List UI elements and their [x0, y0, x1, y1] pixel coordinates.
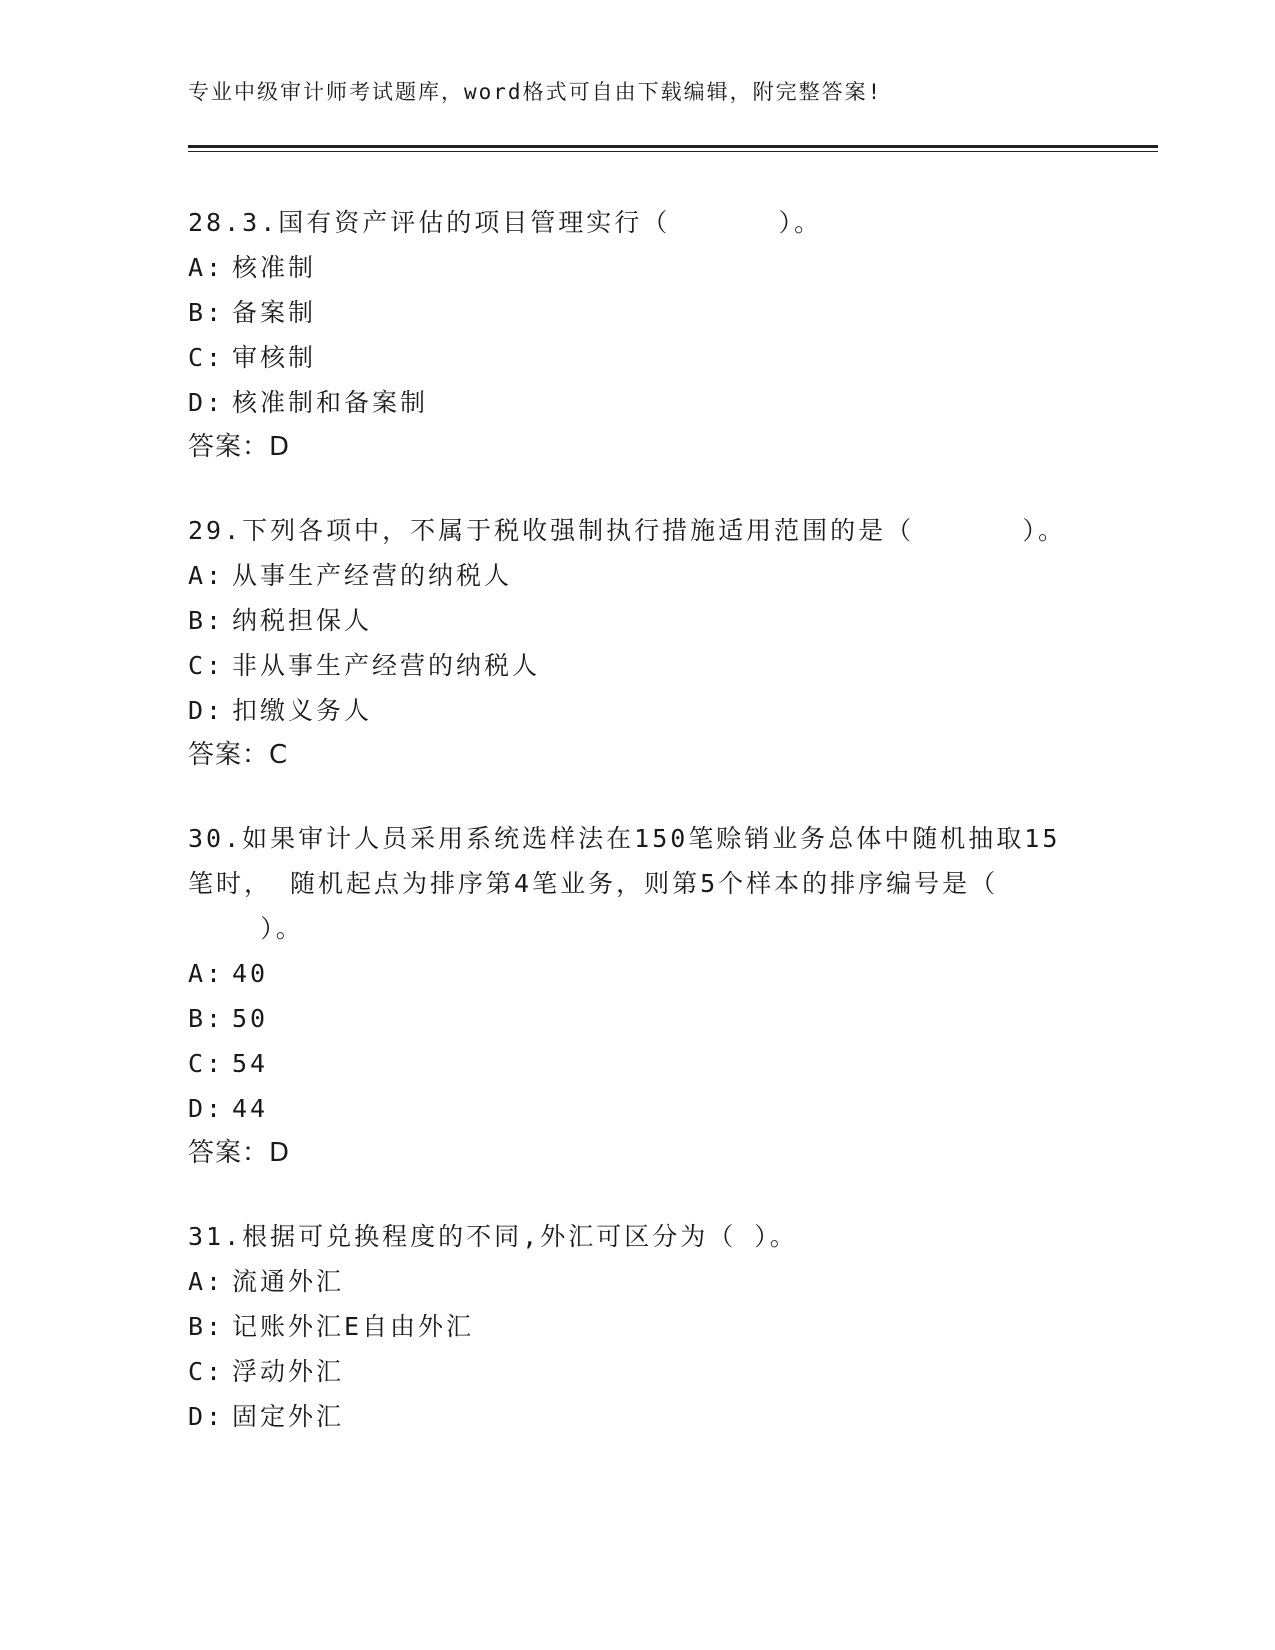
- option-b: [188, 598, 1098, 643]
- option-letter: A:: [188, 959, 225, 988]
- option-a: [188, 1259, 1098, 1304]
- option-text: 纳税担保人: [232, 606, 373, 635]
- option-text: 扣缴义务人: [232, 696, 373, 725]
- option-a: [188, 951, 1098, 996]
- option-text: 核准制和备案制: [232, 388, 429, 417]
- option-b: [188, 1304, 1098, 1349]
- option-letter: B:: [188, 298, 225, 327]
- option-text: 浮动外汇: [232, 1357, 345, 1386]
- option-b: [188, 996, 1098, 1041]
- question-stem-line: 30.如果审计人员采用系统选样法在150笔赊销业务总体中随机抽取15: [188, 824, 1061, 853]
- option-d: [188, 688, 1098, 733]
- option-letter: B:: [188, 606, 225, 635]
- option-letter: C:: [188, 1049, 225, 1078]
- question-31: [188, 1214, 1098, 1439]
- option-letter: C:: [188, 343, 225, 372]
- option-text: 审核制: [232, 343, 317, 372]
- option-a: [188, 245, 1098, 290]
- option-d: [188, 1086, 1098, 1131]
- option-text: 记账外汇E自由外汇: [232, 1312, 475, 1341]
- question-stem: 31.根据可兑换程度的不同,外汇可区分为（ ）。: [188, 1222, 798, 1251]
- option-letter: B:: [188, 1004, 225, 1033]
- option-letter: A:: [188, 1267, 225, 1296]
- option-text: 备案制: [232, 298, 317, 327]
- option-d: [188, 380, 1098, 425]
- question-list: [188, 200, 1098, 1477]
- question-28: [188, 200, 1098, 470]
- option-letter: A:: [188, 253, 225, 282]
- option-d: [188, 1394, 1098, 1439]
- option-text: 40: [232, 959, 269, 988]
- option-c: [188, 1349, 1098, 1394]
- header-divider: [188, 145, 1158, 152]
- option-letter: D:: [188, 696, 225, 725]
- option-text: 54: [232, 1049, 269, 1078]
- answer-line: 答案：D: [188, 432, 291, 462]
- option-letter: C:: [188, 651, 225, 680]
- option-text: 从事生产经营的纳税人: [232, 561, 513, 590]
- option-letter: D:: [188, 388, 225, 417]
- answer-line: 答案：D: [188, 1138, 291, 1168]
- answer-line: 答案：C: [188, 740, 289, 770]
- question-stem: 29.下列各项中，不属于税收强制执行措施适用范围的是（ ）。: [188, 516, 1066, 545]
- option-text: 50: [232, 1004, 269, 1033]
- option-c: [188, 335, 1098, 380]
- option-text: 非从事生产经营的纳税人: [232, 651, 541, 680]
- question-stem-line: ）。: [188, 914, 304, 943]
- question-30: [188, 816, 1098, 1176]
- option-text: 流通外汇: [232, 1267, 345, 1296]
- option-text: 固定外汇: [232, 1402, 345, 1431]
- question-stem-line: 笔时， 随机起点为排序第4笔业务，则第5个样本的排序编号是（: [188, 869, 999, 898]
- question-29: [188, 508, 1098, 778]
- page-header: 专业中级审计师考试题库，word格式可自由下载编辑，附完整答案!: [188, 80, 883, 104]
- option-letter: A:: [188, 561, 225, 590]
- option-c: [188, 1041, 1098, 1086]
- option-letter: C:: [188, 1357, 225, 1386]
- option-a: [188, 553, 1098, 598]
- option-text: 44: [232, 1094, 269, 1123]
- option-b: [188, 290, 1098, 335]
- option-c: [188, 643, 1098, 688]
- option-letter: B:: [188, 1312, 225, 1341]
- option-letter: D:: [188, 1402, 225, 1431]
- question-stem: 28.3.国有资产评估的项目管理实行（ ）。: [188, 208, 823, 237]
- option-text: 核准制: [232, 253, 317, 282]
- option-letter: D:: [188, 1094, 225, 1123]
